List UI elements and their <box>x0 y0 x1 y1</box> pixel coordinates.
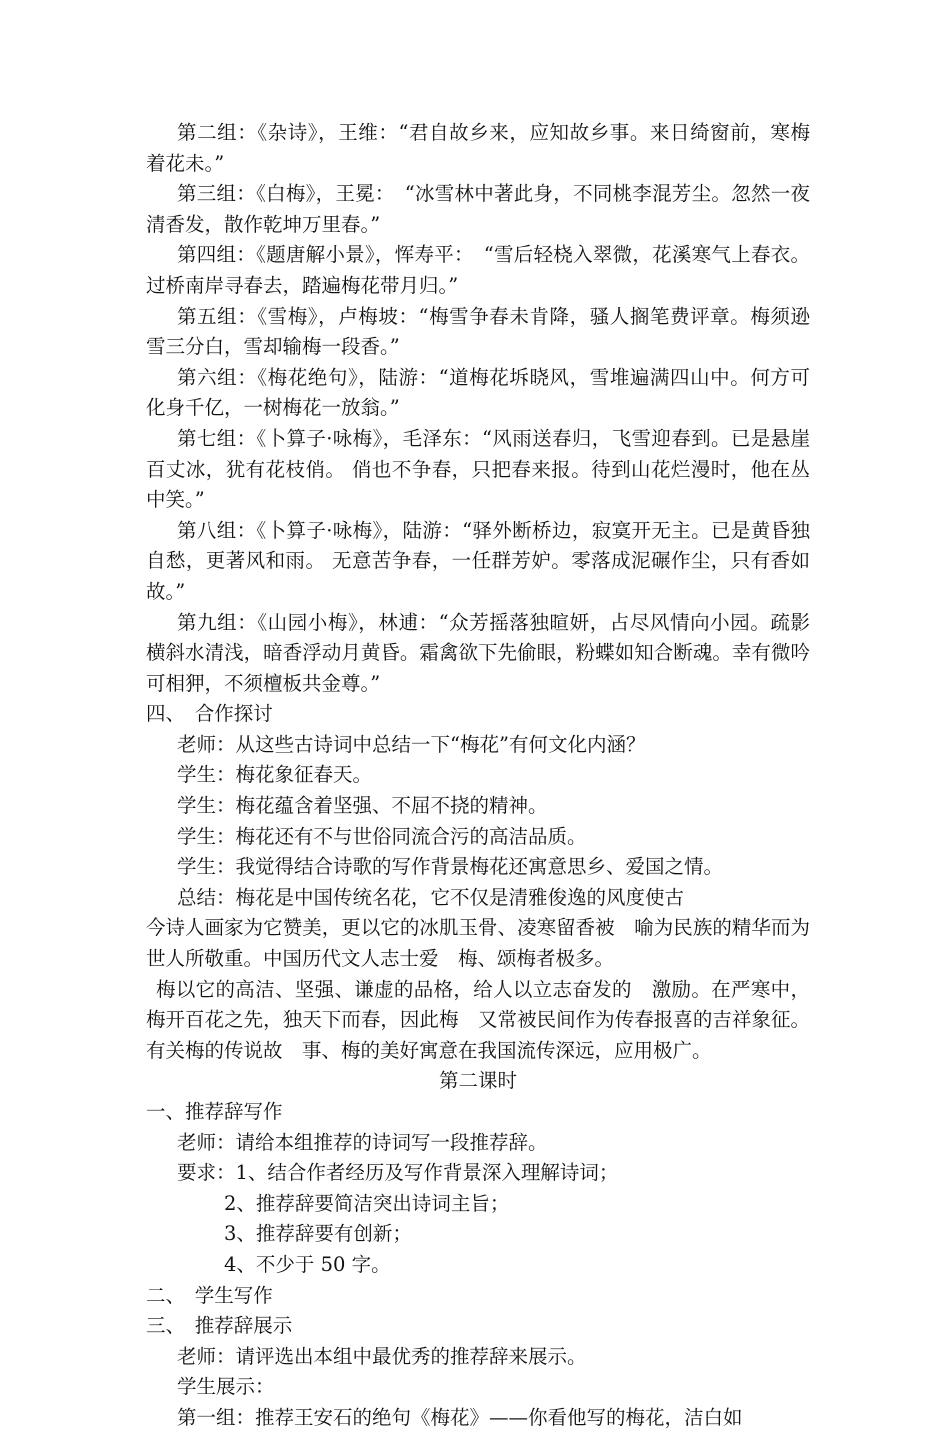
group-7-poem: 第七组：《卜算子·咏梅》，毛泽东：“风雨送春归，飞雪迎春到。已是悬崖百丈冰，犹有花枝俏。 俏也不争春，只把春来报。待到山花烂漫时，他在丛中笑。” <box>146 426 810 512</box>
section-3-heading: 三、 推荐辞展示 <box>146 1314 293 1338</box>
group-8-poem: 第八组：《卜算子·咏梅》，陆游：“驿外断桥边，寂寞开无主。已是黄昏独自愁，更著风和雨。 无意苦争春，一任群芳妒。零落成泥碾作尘，只有香如故。” <box>146 518 810 603</box>
student-showcase-label: 学生展示： <box>177 1375 275 1399</box>
requirement-2: 2、推荐辞要简洁突出诗词主旨； <box>224 1191 510 1215</box>
section-3-teacher: 老师：请评选出本组中最优秀的推荐辞来展示。 <box>177 1344 587 1368</box>
student-answer-1: 学生：梅花象征春天。 <box>177 763 373 787</box>
group-5-poem: 第五组：《雪梅》，卢梅坡：“梅雪争春未肯降，骚人搁笔费评章。梅须逊雪三分白，雪却输梅一段香。” <box>146 304 810 359</box>
group-6-poem: 第六组：《梅花绝句》，陆游：“道梅花坼晓风，雪堆遍满四山中。何方可化身千亿，一树梅花一放翁。” <box>146 365 810 420</box>
group-3-poem: 第三组：《白梅》，王冕： “冰雪林中著此身，不同桃李混芳尘。忽然一夜清香发，散作乾坤万里春。” <box>146 182 810 236</box>
student-answer-3: 学生：梅花还有不与世俗同流合污的高洁品质。 <box>177 824 587 848</box>
group-4-poem: 第四组：《题唐解小景》，恽寿平： “雪后轻桡入翠微，花溪寒气上春衣。 过桥南岸寻春去，踏遍梅花带月归。” <box>146 243 810 297</box>
lesson-2-title: 第二课时 <box>438 1069 517 1093</box>
group-9-poem: 第九组：《山园小梅》，林逋：“众芳摇落独暄妍，占尽风情向小园。疏影横斜水清浅，暗香浮动月黄昏。霜禽欲下先偷眼，粉蝶如知合断魂。幸有微吟可相狎，不须檀板共金尊。” <box>146 610 810 695</box>
group-1-recommendation: 第一组：推荐王安石的绝句《梅花》——你看他写的梅花，洁白如 <box>177 1405 743 1429</box>
summary-paragraph-2: 梅以它的高洁、坚强、谦虚的品格，给人以立志奋发的 激励。在严寒中，梅开百花之先，独天下而春，因此梅 又常被民间作为传春报喜的吉祥象征。有关梅的传说故 事、梅的美好寓意在我国流传深远，应用极广。 <box>146 977 810 1062</box>
section-4-heading: 四、 合作探讨 <box>146 702 273 726</box>
section-1-teacher: 老师：请给本组推荐的诗词写一段推荐辞。 <box>177 1130 548 1154</box>
requirement-4: 4、不少于 50 字。 <box>224 1252 391 1276</box>
section-2-heading: 二、 学生写作 <box>146 1283 273 1307</box>
requirement-1: 要求：1、结合作者经历及写作背景深入理解诗词； <box>177 1161 619 1185</box>
student-answer-4: 学生：我觉得结合诗歌的写作背景梅花还寓意思乡、爱国之情。 <box>177 855 724 879</box>
summary-first-line: 总结：梅花是中国传统名花，它不仅是清雅俊逸的风度使古 <box>177 885 685 909</box>
teacher-question: 老师：从这些古诗词中总结一下“梅花”有何文化内涵？ <box>177 732 646 756</box>
document-body <box>146 118 810 1434</box>
requirement-3: 3、推荐辞要有创新； <box>224 1222 412 1246</box>
student-answer-2: 学生：梅花蕴含着坚强、不屈不挠的精神。 <box>177 794 548 818</box>
summary-continued: 今诗人画家为它赞美，更以它的冰肌玉骨、凌寒留香被 喻为民族的精华而为世人所敬重。中国历代文人志士爱 梅、颂梅者极多。 <box>146 916 810 971</box>
group-2-poem: 第二组：《杂诗》，王维：“君自故乡来，应知故乡事。来日绮窗前，寒梅着花未。” <box>146 121 810 175</box>
section-1-heading: 一、推荐辞写作 <box>146 1100 283 1123</box>
